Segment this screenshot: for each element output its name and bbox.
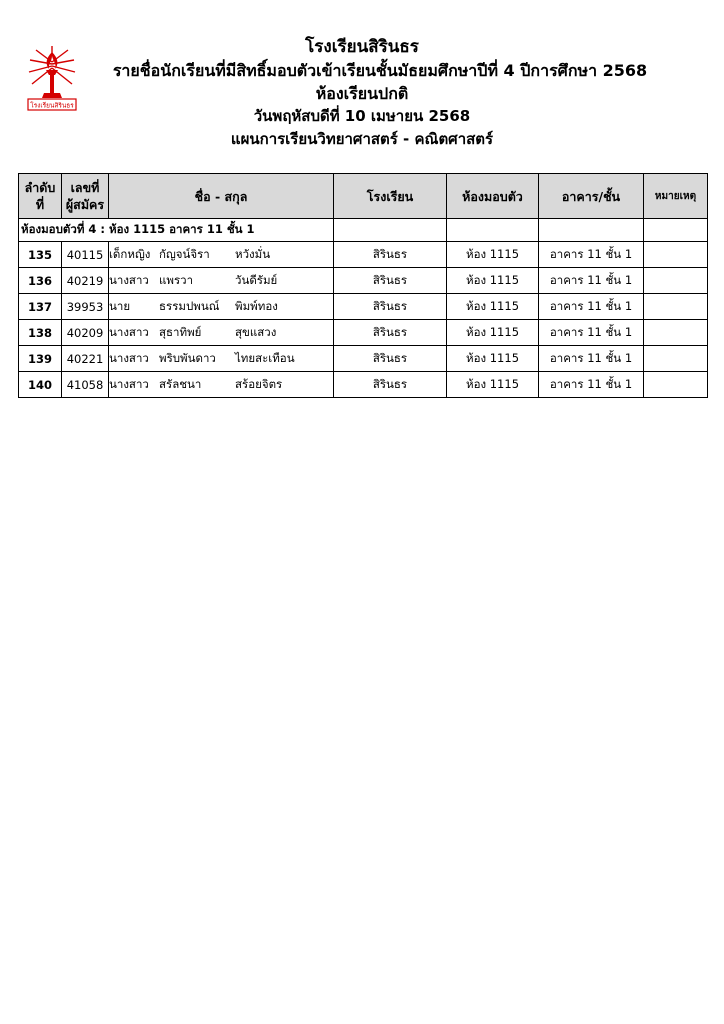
first-name: แพรวา xyxy=(159,272,194,287)
document-header xyxy=(0,36,724,151)
cell-room: ห้อง 1115 xyxy=(447,320,539,346)
cell-applicant-no: 40221 xyxy=(62,346,109,372)
name-prefix: นางสาว xyxy=(109,324,149,339)
cell-school: สิรินธร xyxy=(334,242,447,268)
cell-room: ห้อง 1115 xyxy=(447,242,539,268)
header-room: ห้องมอบตัว xyxy=(447,174,539,219)
name-prefix: เด็กหญิง xyxy=(109,246,151,261)
first-name: ธรรมปพนณ์ xyxy=(159,298,220,313)
cell-name xyxy=(109,268,334,294)
table-row xyxy=(19,242,708,268)
cell-school: สิรินธร xyxy=(334,294,447,320)
document-title: รายชื่อนักเรียนที่มีสิทธิ์มอบตัวเข้าเรียนชั้นมัธยมศึกษาปีที่ 4 ปีการศึกษา 2568 xyxy=(112,61,648,80)
cell-applicant-no: 40209 xyxy=(62,320,109,346)
cell-seq: 138 xyxy=(19,320,62,346)
first-name: พริบพันดาว xyxy=(159,350,216,365)
cell-name xyxy=(109,294,334,320)
last-name: ไทยสะเทือน xyxy=(235,350,295,365)
table-row xyxy=(19,320,708,346)
cell-name xyxy=(109,242,334,268)
last-name: พิมพ์ทอง xyxy=(235,298,278,313)
cell-room: ห้อง 1115 xyxy=(447,372,539,398)
header-note: หมายเหตุ xyxy=(644,174,708,219)
last-name: หวังมั่น xyxy=(235,246,271,261)
cell-building: อาคาร 11 ชั้น 1 xyxy=(539,372,644,398)
first-name: กัญจน์จิรา xyxy=(159,246,210,261)
name-prefix: นาย xyxy=(109,298,131,313)
class-type: ห้องเรียนปกติ xyxy=(315,84,409,103)
table-row xyxy=(19,372,708,398)
header-name: ชื่อ - สกุล xyxy=(109,174,334,219)
cell-school: สิรินธร xyxy=(334,346,447,372)
cell-room: ห้อง 1115 xyxy=(447,294,539,320)
cell-name xyxy=(109,346,334,372)
cell-building: อาคาร 11 ชั้น 1 xyxy=(539,242,644,268)
cell-name xyxy=(109,372,334,398)
table-header-row xyxy=(19,174,708,219)
student-list-table xyxy=(18,173,708,398)
date-line: วันพฤหัสบดีที่ 10 เมษายน 2568 xyxy=(253,107,471,125)
cell-school: สิรินธร xyxy=(334,268,447,294)
cell-room: ห้อง 1115 xyxy=(447,346,539,372)
cell-room: ห้อง 1115 xyxy=(447,268,539,294)
cell-applicant-no: 40219 xyxy=(62,268,109,294)
group-label: ห้องมอบตัวที่ 4 : ห้อง 1115 อาคาร 11 ชั้น 1 xyxy=(19,219,334,242)
cell-school: สิรินธร xyxy=(334,320,447,346)
cell-name xyxy=(109,320,334,346)
cell-building: อาคาร 11 ชั้น 1 xyxy=(539,320,644,346)
cell-building: อาคาร 11 ชั้น 1 xyxy=(539,346,644,372)
cell-note xyxy=(644,346,708,372)
logo-text: โรงเรียนสิรินธร xyxy=(30,101,74,110)
cell-seq: 136 xyxy=(19,268,62,294)
cell-seq: 139 xyxy=(19,346,62,372)
cell-building: อาคาร 11 ชั้น 1 xyxy=(539,294,644,320)
cell-applicant-no: 39953 xyxy=(62,294,109,320)
header-applicant-no: เลขที่ ผู้สมัคร xyxy=(62,174,109,219)
cell-note xyxy=(644,268,708,294)
header-school: โรงเรียน xyxy=(334,174,447,219)
name-prefix: นางสาว xyxy=(109,272,149,287)
cell-school: สิรินธร xyxy=(334,372,447,398)
name-prefix: นางสาว xyxy=(109,350,149,365)
cell-applicant-no: 40115 xyxy=(62,242,109,268)
cell-seq: 137 xyxy=(19,294,62,320)
table-row xyxy=(19,346,708,372)
cell-seq: 135 xyxy=(19,242,62,268)
first-name: สุธาทิพย์ xyxy=(159,324,202,339)
header-seq: ลำดับ ที่ xyxy=(19,174,62,219)
last-name: สร้อยจิตร xyxy=(235,376,283,391)
last-name: สุขแสวง xyxy=(235,324,277,339)
cell-seq: 140 xyxy=(19,372,62,398)
school-name: โรงเรียนสิรินธร xyxy=(305,37,419,57)
study-plan: แผนการเรียนวิทยาศาสตร์ - คณิตศาสตร์ xyxy=(230,130,494,148)
name-prefix: นางสาว xyxy=(109,376,149,391)
cell-note xyxy=(644,294,708,320)
table-row xyxy=(19,268,708,294)
cell-note xyxy=(644,320,708,346)
cell-note xyxy=(644,372,708,398)
group-row xyxy=(19,219,708,242)
last-name: วันดีรัมย์ xyxy=(235,272,278,287)
header-building: อาคาร/ชั้น xyxy=(539,174,644,219)
cell-applicant-no: 41058 xyxy=(62,372,109,398)
first-name: สรัลชนา xyxy=(159,376,202,391)
cell-building: อาคาร 11 ชั้น 1 xyxy=(539,268,644,294)
cell-note xyxy=(644,242,708,268)
table-row xyxy=(19,294,708,320)
